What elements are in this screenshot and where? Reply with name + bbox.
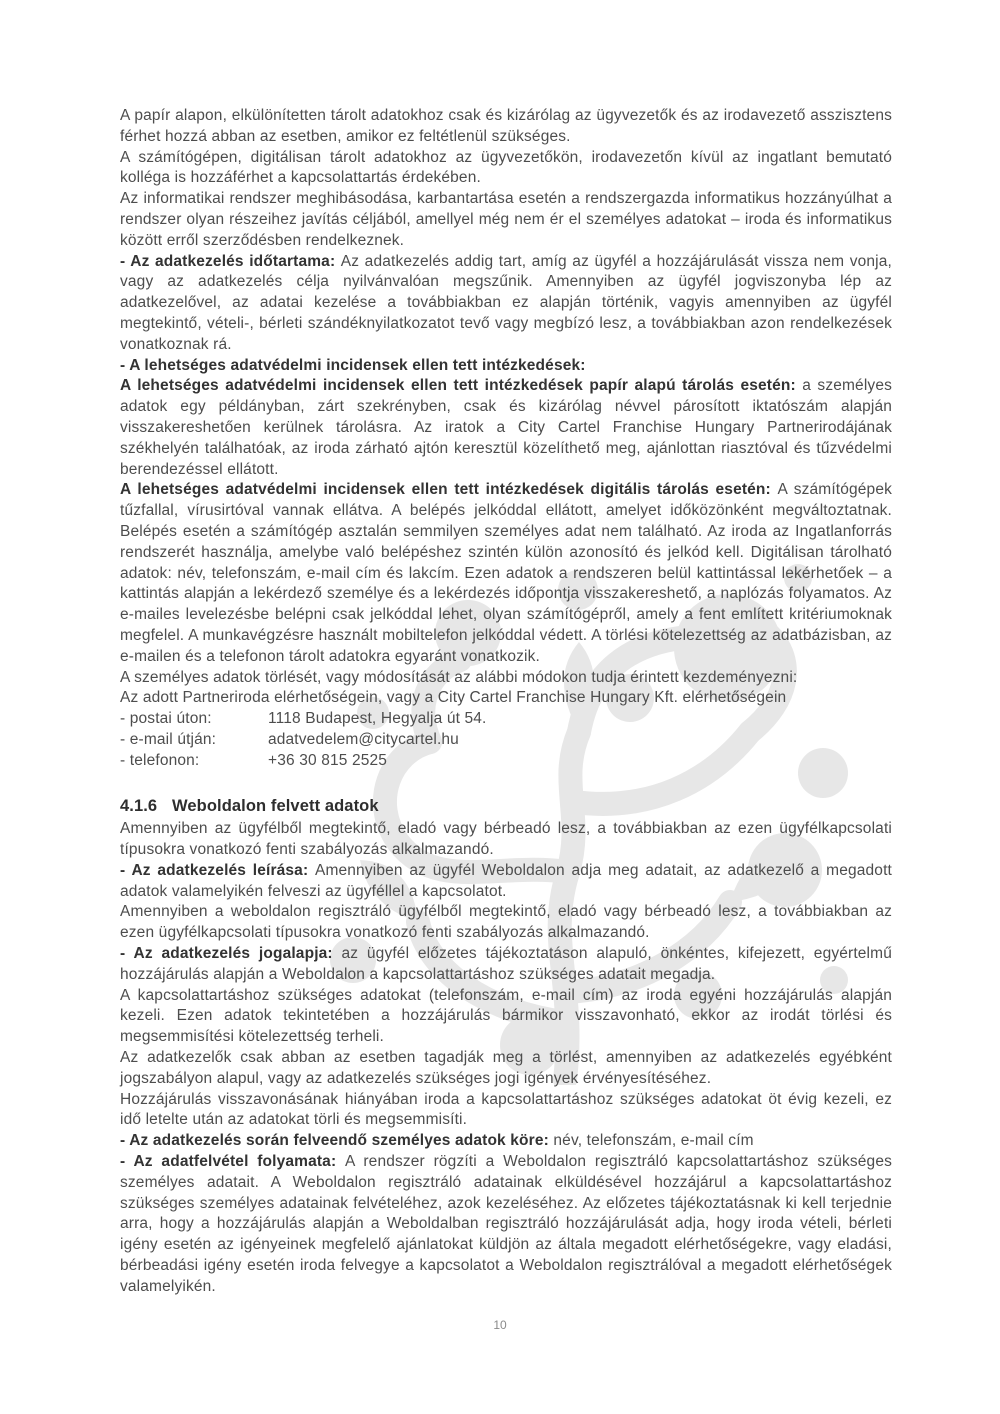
contact-label: - e-mail útján: bbox=[120, 730, 217, 748]
paragraph bbox=[120, 944, 892, 986]
contact-value: +36 30 815 2525 bbox=[268, 751, 388, 769]
section-number: 4.1.6 bbox=[120, 796, 158, 815]
contact-value: adatvedelem@citycartel.hu bbox=[268, 730, 459, 748]
paragraph bbox=[120, 668, 892, 689]
paragraph bbox=[120, 1090, 892, 1132]
text-run: A számítógépen, digitálisan tárolt adatokhoz az ügyvezetőkön, irodavezetőn kívül az ingatlant bemutató kolléga is hozzáférhet a kapcsolattartás érdekében. bbox=[120, 148, 892, 187]
paragraph bbox=[120, 861, 892, 903]
paragraph bbox=[120, 902, 892, 944]
contact-label: - postai úton: bbox=[120, 710, 212, 728]
bold-run: - Az adatkezelés során felveendő személyes adatok köre: bbox=[120, 1132, 554, 1150]
paragraph bbox=[120, 1152, 892, 1298]
text-run: név, telefonszám, e-mail cím bbox=[553, 1132, 754, 1150]
contact-label: - telefonon: bbox=[120, 751, 200, 769]
document-body bbox=[120, 106, 892, 1298]
text-run: A rendszer rögzíti a Weboldalon regisztráló kapcsolattartáshoz szükséges személyes adatait. A Weboldalon regisztráló adatainak elküldésével hozzájárul a kapcsolattartáshoz szükséges személyes adatainak felvételéhez, azok kezeléséhez. Az előzetes tájékoztatásnak ki kell terjednie arra, hogy a hozzájárulás alapján a Weboldalban regisztráló hozzájárulását adja, hogy iroda vételi, bérleti igény esetén az igényeinek megfelelő ajánlatokat küldjön az általa megadott elérhetőségekre, vagy eladási, bérbeadási igény esetén iroda felvegye a kapcsolatot a Weboldalon regisztrálóval a megadott elérhetőségek valamelyikén. bbox=[120, 1153, 892, 1295]
contact-row bbox=[120, 709, 892, 730]
paragraph bbox=[120, 106, 892, 148]
paragraph bbox=[120, 252, 892, 356]
section-heading bbox=[120, 796, 892, 817]
paragraph bbox=[120, 189, 892, 251]
text-run: Hozzájárulás visszavonásának hiányában iroda a kapcsolattartáshoz szükséges adatokat öt évig kezeli, ez idő letelte után az adatokat törli és megsemmisíti. bbox=[120, 1090, 892, 1129]
text-run: Amennyiben a weboldalon regisztráló ügyfélből megtekintő, eladó vagy bérbeadó lesz, a továbbiakban az ezen ügyfélkapcsolati típusokra vonatkozó fenti szabályozás alkalmazandó. bbox=[120, 903, 892, 942]
paragraph bbox=[120, 688, 892, 709]
bold-run: - A lehetséges adatvédelmi incidensek ellen tett intézkedések: bbox=[120, 356, 586, 374]
contact-row bbox=[120, 751, 892, 772]
text-run: Amennyiben az ügyfél Weboldalon adja meg adatait, az adatkezelő a megadott adatok valamelyikén felveszi az ügyféllel a kapcsolatot. bbox=[120, 861, 892, 900]
paragraph bbox=[120, 1048, 892, 1090]
paragraph bbox=[120, 356, 892, 377]
text-run: A számítógépek tűzfallal, vírusirtóval vannak ellátva. A belépés jelkóddal ellátott, amelyet időközönként megváltoztatnak. Belépés esetén a számítógép asztalán semmilyen személyes adat nem található. Az iroda az Ingatlanforrás rendszerét használja, amelybe való belépéshez szintén külön azonosító és jelkód kell. Digitálisan tárolható adatok: név, telefonszám, e-mail cím és lakcím. Ezen adatok a rendszeren belül kattintással lekérhetőek – a kattintás alapján a lekérdező személye és a lekérdezés időpontja visszakereshető, a naplózás folyamatos. Az e-mailes levelezésbe belépni csak jelkóddal lehet, olyan számítógépről, amely a fent említett kritériumoknak megfelel. A munkavégzésre használt mobiltelefon jelkóddal védett. A törlési kötelezettség az adatbázisban, az e-mailen és a telefonon tárolt adatokra egyaránt vonatkozik. bbox=[120, 481, 892, 665]
text-run: Az adatkezelők csak abban az esetben tagadják meg a törlést, amennyiben az adatkezelés egyébként jogszabályon alapul, vagy az adatkezelés szükséges jogi igények érvényesítéséhez. bbox=[120, 1049, 892, 1087]
text-run: A személyes adatok törlését, vagy módosítását az alábbi módokon tudja érintett kezdeményezni: bbox=[120, 668, 798, 686]
paragraph bbox=[120, 986, 892, 1048]
text-run: Az informatikai rendszer meghibásodása, karbantartása esetén a rendszergazda informatikus hozzányúlhat a rendszer olyan részeihez javítás céljából, amellyel még nem ér el személyes adatokat – iroda és informatikus között erről szerződésben rendelkeznek. bbox=[120, 190, 892, 249]
bold-run: - Az adatkezelés leírása: bbox=[120, 861, 315, 879]
paragraph bbox=[120, 480, 892, 667]
bold-run: - Az adatfelvétel folyamata: bbox=[120, 1153, 345, 1171]
text-run: A kapcsolattartáshoz szükséges adatokat (telefonszám, e-mail cím) az iroda egyéni hozzájárulás alapján kezeli. Ezen adatok tekintetében a hozzájárulás bármikor visszavonható, ekkor az irodát törlési és megsemmisítési kötelezettség terheli. bbox=[120, 986, 892, 1046]
text-run: Az adott Partneriroda elérhetőségein, vagy a City Cartel Franchise Hungary Kft. elérhetőségein bbox=[120, 689, 787, 707]
paragraph bbox=[120, 376, 892, 480]
bold-run: - Az adatkezelés jogalapja: bbox=[120, 945, 342, 963]
text-run: a személyes adatok egy példányban, zárt szekrényben, csak és kizárólag névvel párosított iktatószám alapján visszakereshetően kerülnek tárolásra. Az iratok a City Cartel Franchise Hungary Partnerirodájának székhelyén találhatóak, az iroda zárható ajtón keresztül közelíthető meg, ajánlottan riasztóval és tűzvédelmi berendezéssel ellátott. bbox=[120, 377, 892, 478]
section-title: Weboldalon felvett adatok bbox=[172, 796, 379, 815]
paragraph bbox=[120, 1131, 892, 1152]
page-number: 10 bbox=[493, 1318, 507, 1332]
bold-run: A lehetséges adatvédelmi incidensek ellen tett intézkedések papír alapú tárolás esetén: bbox=[120, 377, 803, 395]
bold-run: - Az adatkezelés időtartama: bbox=[120, 252, 341, 270]
paragraph bbox=[120, 819, 892, 861]
contact-row bbox=[120, 730, 892, 751]
text-run: A papír alapon, elkülönítetten tárolt adatokhoz csak és kizárólag az ügyvezetők és az irodavezető asszisztens férhet hozzá abban az esetben, amikor ez feltétlenül szükséges. bbox=[120, 107, 892, 145]
text-run: Amennyiben az ügyfélből megtekintő, eladó vagy bérbeadó lesz, a továbbiakban az ezen ügyfélkapcsolati típusokra vonatkozó fenti szabályozás alkalmazandó. bbox=[120, 820, 892, 859]
bold-run: A lehetséges adatvédelmi incidensek ellen tett intézkedések digitális tárolás esetén: bbox=[120, 481, 778, 499]
paragraph bbox=[120, 148, 892, 190]
text-run: Az adatkezelés addig tart, amíg az ügyfél a hozzájárulását vissza nem vonja, vagy az adatkezelés célja nyilvánvalóan megszűnik. Amennyiben az ügyfél jogviszonyba lép az adatkezelővel, az adatai kezelése a továbbiakban ez alapján történik, vagyis amennyiben az ügyfél megtekintő, vételi-, bérleti szándéknyilatkozatot tevő vagy megbízó lesz, a továbbiakban azon rendelkezések vonatkoznak rá. bbox=[120, 252, 892, 353]
text-run: az ügyfél előzetes tájékoztatáson alapuló, önkéntes, kifejezett, egyértelmű hozzájárulás alapján a Weboldalon a kapcsolattartáshoz szükséges adatait megadja. bbox=[120, 945, 892, 983]
contact-value: 1118 Budapest, Hegyalja út 54. bbox=[268, 710, 487, 728]
